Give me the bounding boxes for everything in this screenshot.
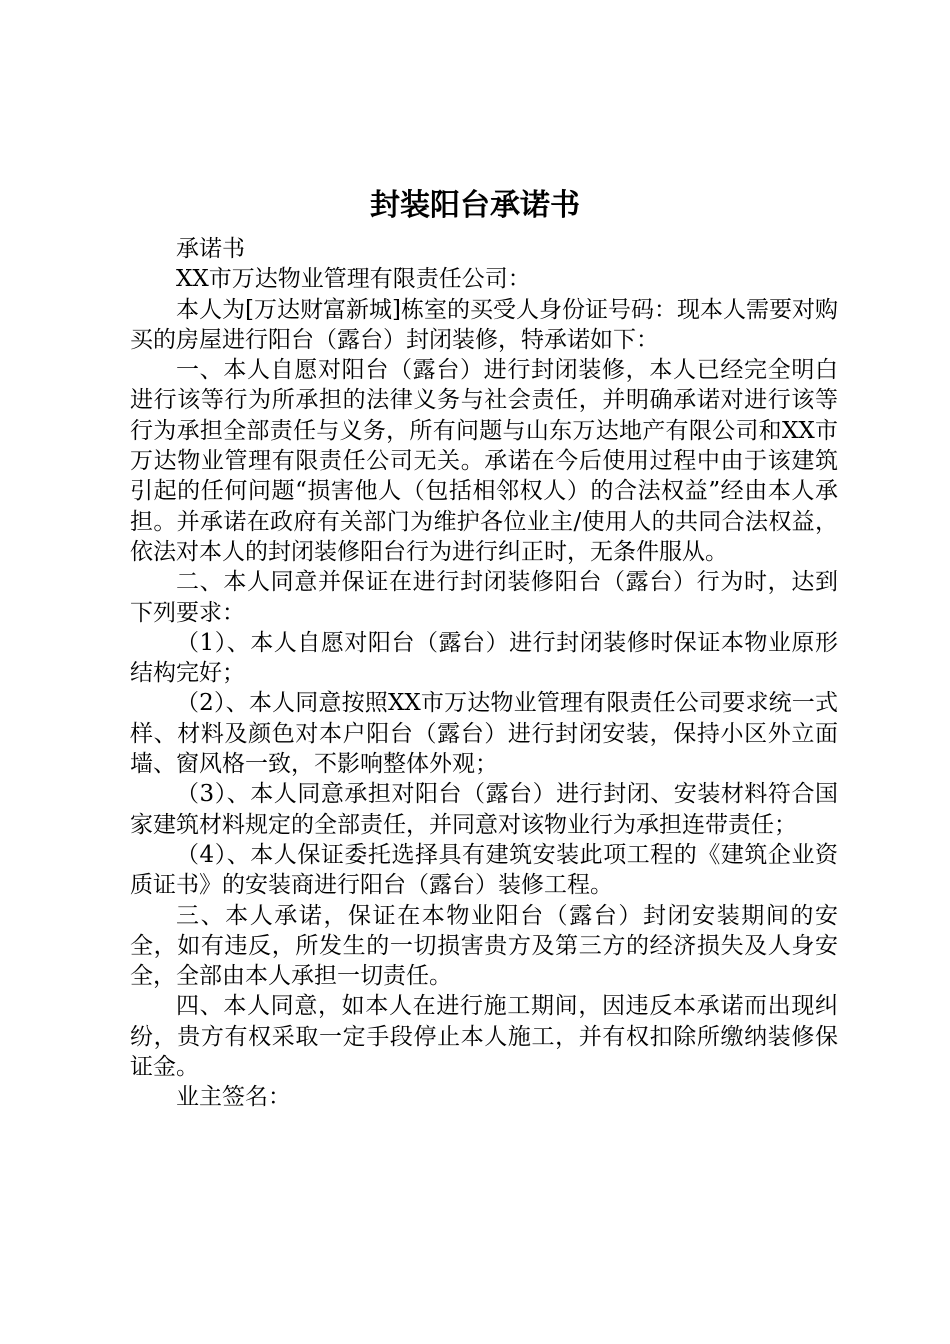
document-title: 封装阳台承诺书 <box>370 188 580 223</box>
document-body <box>130 234 838 1113</box>
paragraph-clause-2: 二、本人同意并保证在进行封闭装修阳台（露台）行为时，达到下列要求： <box>130 569 838 626</box>
paragraph-intro: 本人为[万达财富新城]栋室的买受人身份证号码：现本人需要对购买的房屋进行阳台（露台）封闭装修，特承诺如下： <box>130 296 838 353</box>
paragraph-requirement-1: （1）、本人自愿对阳台（露台）进行封闭装修时保证本物业原形结构完好； <box>130 629 838 687</box>
paragraph-requirement-2: （2）、本人同意按照XX市万达物业管理有限责任公司要求统一式样、材料及颜色对本户阳台（露台）进行封闭安装，保持小区外立面墙、窗风格一致，不影响整体外观； <box>130 690 838 778</box>
paragraph-clause-1: 一、本人自愿对阳台（露台）进行封闭装修，本人已经完全明白进行该等行为所承担的法律义务与社会责任，并明确承诺对进行该等行为承担全部责任与义务，所有问题与山东万达地产有限公司和XX市万达物业管理有限责任公司无关。承诺在今后使用过程中由于该建筑引起的任何问题“损害他人（包括相邻权人）的合法权益”经由本人承担。并承诺在政府有关部门为维护各位业主/使用人的共同合法权益，依法对本人的封闭装修阳台行为进行纠正时，无条件服从。 <box>130 357 838 565</box>
paragraph-heading: 承诺书 <box>176 236 245 262</box>
paragraph-requirement-4: （4）、本人保证委托选择具有建筑安装此项工程的《建筑企业资质证书》的安装商进行阳台（露台）装修工程。 <box>130 841 838 899</box>
paragraph-addressee: XX市万达物业管理有限责任公司： <box>176 266 531 293</box>
paragraph-requirement-3: （3）、本人同意承担对阳台（露台）进行封闭、安装材料符合国家建筑材料规定的全部责任，并同意对该物业行为承担连带责任； <box>130 781 838 838</box>
paragraph-clause-4: 四、本人同意，如本人在进行施工期间，因违反本承诺而出现纠纷，贵方有权采取一定手段停止本人施工，并有权扣除所缴纳装修保证金。 <box>130 993 838 1081</box>
paragraph-clause-3: 三、本人承诺，保证在本物业阳台（露台）封闭安装期间的安全，如有违反，所发生的一切损害贵方及第三方的经济损失及人身安全，全部由本人承担一切责任。 <box>130 902 838 990</box>
signature-line: 业主签名： <box>176 1084 291 1111</box>
